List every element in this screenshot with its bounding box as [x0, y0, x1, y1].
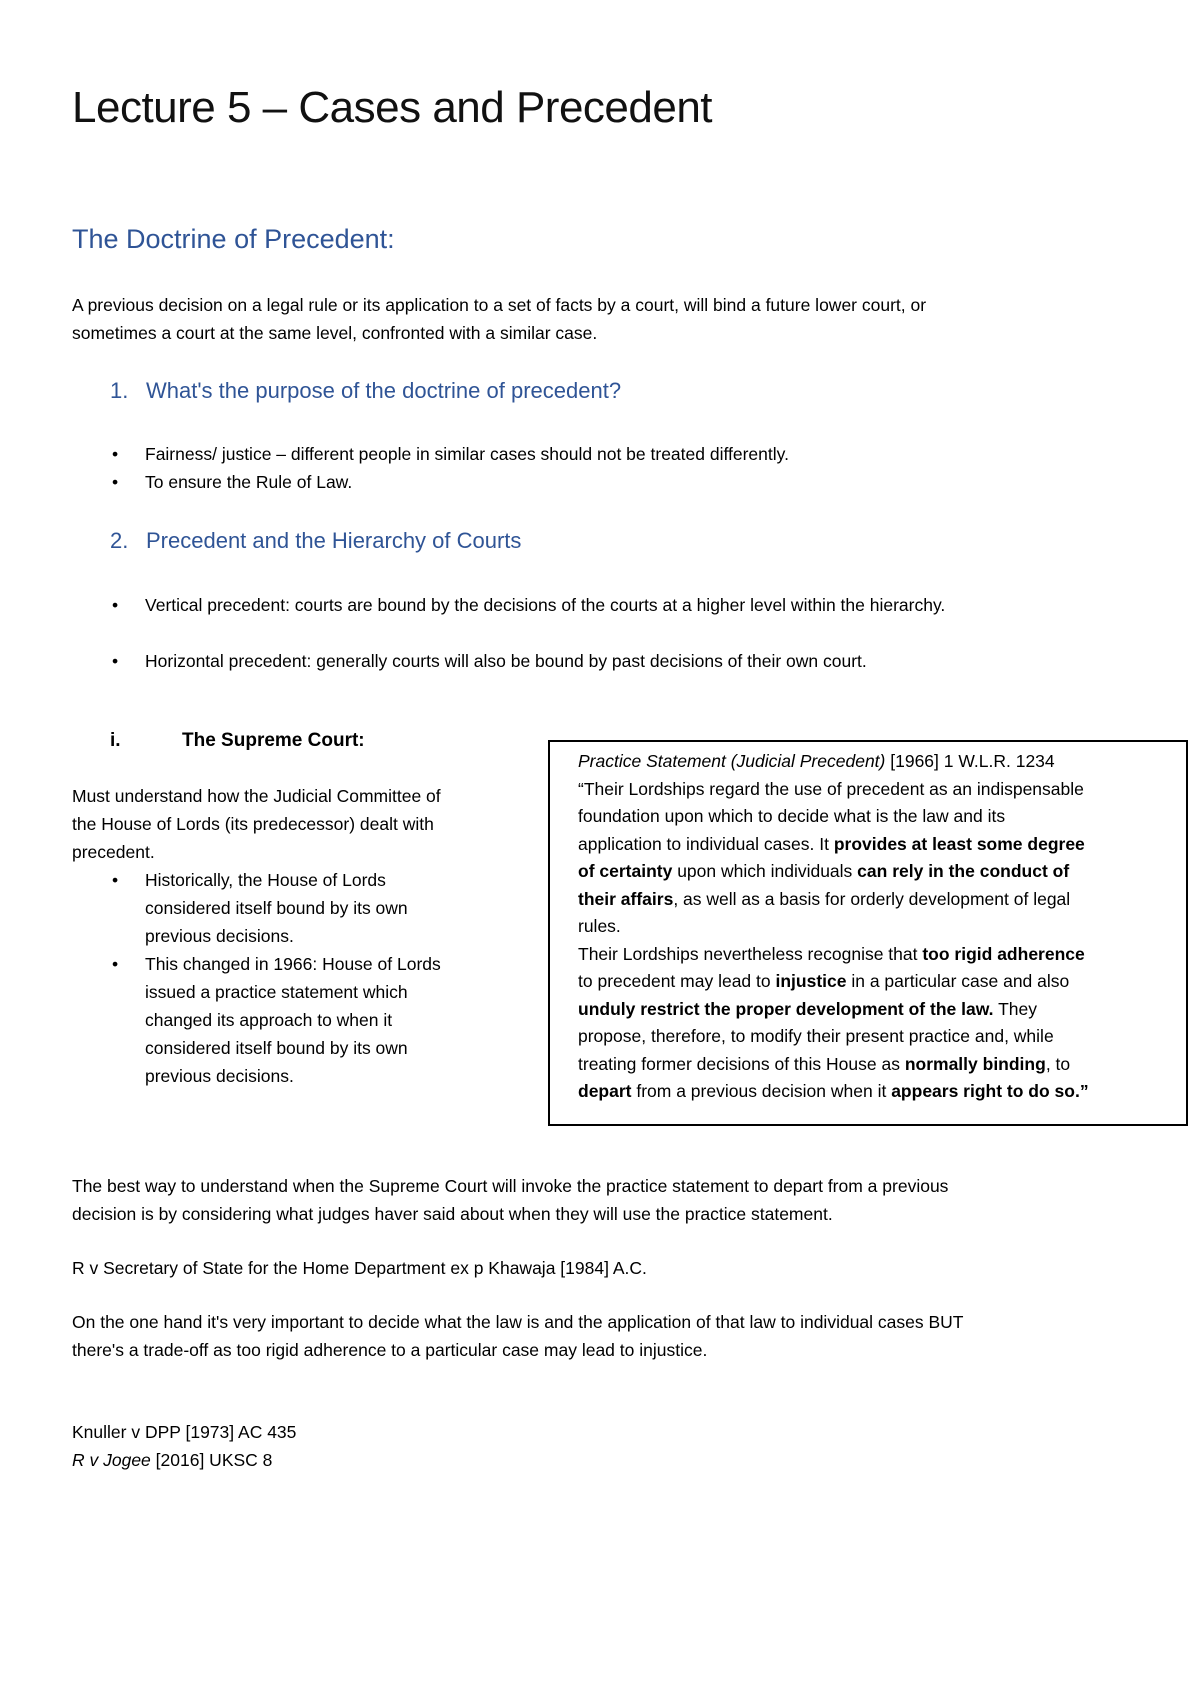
roman-numeral: i.	[110, 730, 121, 751]
jogee-citation: R v Jogee [2016] UKSC 8	[72, 1450, 273, 1470]
list-item: • Vertical precedent: courts are bound by the decisions of the courts at a higher level within the hierarchy.	[72, 591, 945, 619]
supreme-court-heading	[72, 730, 522, 760]
supreme-court-title: The Supreme Court:	[182, 730, 365, 751]
section2-number: 2.	[110, 528, 129, 553]
supreme-court-column	[72, 730, 522, 1090]
section2-title: Precedent and the Hierarchy of Courts	[146, 528, 522, 553]
list-item: • To ensure the Rule of Law.	[72, 468, 789, 496]
list-item: • Fairness/ justice – different people in similar cases should not be treated differently.	[72, 440, 789, 468]
bullet-icon: •	[112, 954, 119, 974]
bullet-icon: •	[112, 870, 119, 890]
list-item: • Horizontal precedent: generally courts will also be bound by past decisions of their own court.	[72, 647, 867, 675]
supreme-court-bullets	[72, 866, 522, 1090]
list-item: • Historically, the House of Lords considered itself bound by its own previous decisions.	[72, 866, 522, 950]
bullet-icon: •	[112, 472, 119, 492]
bullet-icon: •	[112, 595, 119, 615]
practice-statement-citation: Practice Statement (Judicial Precedent) [1966] 1 W.L.R. 1234	[578, 751, 1055, 771]
page-title: Lecture 5 – Cases and Precedent	[72, 83, 713, 132]
bullet-icon: •	[112, 651, 119, 671]
doctrine-heading: The Doctrine of Precedent:	[72, 224, 395, 254]
tradeoff-paragraph: On the one hand it's very important to decide what the law is and the application of that law to individual cases BUT there's a trade-off as too rigid adherence to a particular case may lead to injustice.	[72, 1312, 964, 1360]
section2-heading	[110, 528, 521, 554]
supreme-court-intro: Must understand how the Judicial Committee of the House of Lords (its predecessor) dealt with precedent.	[72, 786, 441, 862]
bullet-icon: •	[112, 444, 119, 464]
practice-statement-box	[548, 740, 1188, 1126]
understanding-paragraph: The best way to understand when the Supreme Court will invoke the practice statement to depart from a previous decision is by considering what judges haver said about when they will use the practice statement.	[72, 1176, 949, 1224]
section2-bullet-list	[72, 591, 945, 619]
section2-bullet-list-2	[72, 647, 867, 675]
section1-title: What's the purpose of the doctrine of precedent?	[146, 378, 622, 403]
section1-heading	[110, 378, 621, 404]
doctrine-definition: A previous decision on a legal rule or its application to a set of facts by a court, will bind a future lower court, or sometimes a court at the same level, confronted with a similar case.	[72, 295, 927, 343]
practice-statement-quote: “Their Lordships regard the use of precedent as an indispensable foundation upon which to decide what is the law and its application to individual cases. It provides at least some degree of certainty upon which individuals can rely in the conduct of their affairs, as well as a basis for orderly development of legal rules. Their Lordships nevertheless recognise that too rigid adherence to precedent may lead to injustice in a particular case and also unduly restrict the proper development of the law. They propose, therefore, to modify their present practice and, while treating former decisions of this House as normally binding, to depart from a previous decision when it appears right to do so.”	[578, 778, 1089, 1101]
khawaja-citation: R v Secretary of State for the Home Department ex p Khawaja [1984] A.C.	[72, 1258, 647, 1278]
section1-number: 1.	[110, 378, 129, 403]
section1-bullet-list	[72, 440, 789, 496]
list-item: • This changed in 1966: House of Lords issued a practice statement which changed its approach to when it considered itself bound by its own previous decisions.	[72, 950, 522, 1090]
knuller-citation: Knuller v DPP [1973] AC 435	[72, 1422, 297, 1442]
